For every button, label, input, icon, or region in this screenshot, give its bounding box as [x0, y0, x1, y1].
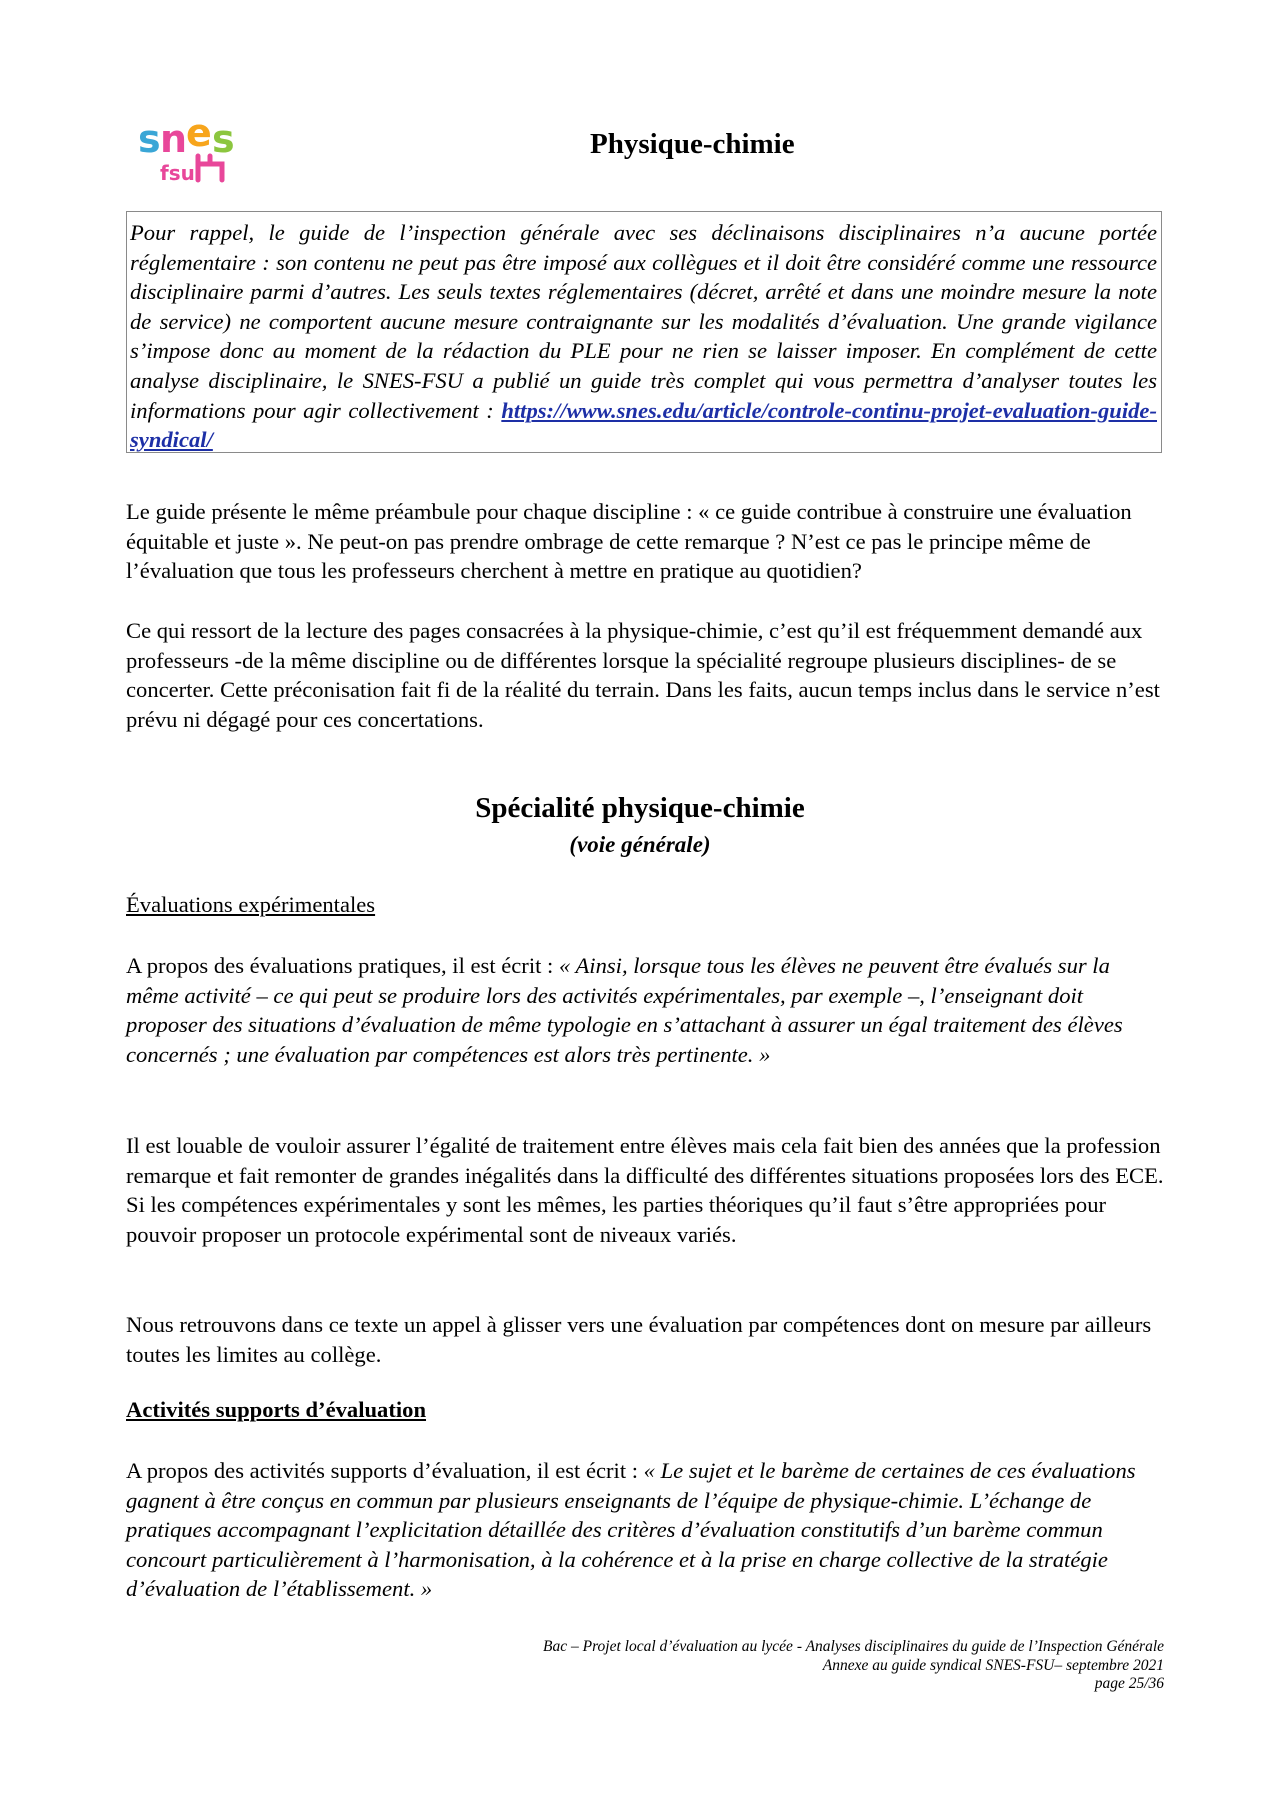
guide-link[interactable]: https://www.snes.edu/article/controle-continu-projet-evaluation-guide-syndical/ — [130, 397, 1157, 453]
svg-text:e: e — [186, 116, 212, 155]
footer-line-1: Bac – Projet local d’évaluation au lycée - Analyses disciplinaires du guide de l’Inspection Générale — [543, 1638, 1164, 1655]
experimental-quote: « Ainsi, lorsque tous les élèves ne peuvent être évalués sur la même activité – ce qui peut se produire lors des activités expérimentales, par exemple –, l’enseignant doit proposer des situations d’évaluation de même typologie en s’attachant à assurer un égal traitement des élèves concernés ; une évaluation par compétences est alors très pertinente. » — [126, 953, 1123, 1067]
intro-paragraph-1: Le guide présente le même préambule pour chaque discipline : « ce guide contribue à construire une évaluation équitable et juste ». Ne peut-on pas prendre ombrage de cette remarque ? N’est ce pas le principe même de l’évaluation que tous les professeurs cherchent à mettre en pratique au quotidien? — [126, 499, 1132, 583]
snes-fsu-logo — [138, 116, 258, 184]
supports-heading: Activités supports d’évaluation — [126, 1397, 427, 1422]
supports-quote: « Le sujet et le barème de certaines de ces évaluations gagnent à être conçus en commun par plusieurs enseignants de l’équipe de physique-chimie. L’échange de pratiques accompagnant l’explicitation détaillée des critères d’évaluation constitutifs d’un barème commun concourt particulièrement à l’harmonisation, à la cohérence et à la prise en charge collective de la stratégie d’évaluation de l’établissement. » — [126, 1458, 1136, 1601]
experimental-lead: A propos des évaluations pratiques, il est écrit : — [126, 953, 559, 978]
svg-text:s: s — [212, 117, 235, 161]
section-title: Spécialité physique-chimie — [475, 792, 805, 824]
supports-paragraph-1 — [126, 1456, 1166, 1604]
page-title: Physique-chimie — [590, 128, 795, 160]
experimental-paragraph-3: Nous retrouvons dans ce texte un appel à glisser vers une évaluation par compétences dont on mesure par ailleurs toutes les limites au collège. — [126, 1312, 1152, 1367]
section-subtitle: (voie générale) — [569, 832, 711, 857]
footer-page-number: page 25/36 — [1094, 1675, 1164, 1692]
footer-line-2: Annexe au guide syndical SNES-FSU– septembre 2021 — [822, 1656, 1164, 1674]
reminder-text: Pour rappel, le guide de l’inspection générale avec ses déclinaisons disciplinaires n’a aucune portée réglementaire : son contenu ne peut pas être imposé aux collègues et il doit être considéré comme une ressource disciplinaire parmi d’autres. Les seuls textes réglementaires (décret, arrêté et dans une moindre mesure la note de service) ne comportent aucune mesure contraignante sur les modalités d’évaluation. Une grande vigilance s’impose donc au moment de la rédaction du PLE pour ne rien se laisser imposer. En complément de cette analyse disciplinaire, le SNES-FSU a publié un guide très complet qui vous permettra d’analyser toutes les informations pour agir collectivement : — [130, 220, 1157, 423]
reminder-box — [126, 211, 1162, 453]
experimental-paragraph-2: Il est louable de vouloir assurer l’égalité de traitement entre élèves mais cela fait bien des années que la profession remarque et fait remonter de grandes inégalités dans la difficulté des différentes situations proposées lors des ECE. Si les compétences expérimentales y sont les mêmes, les parties théoriques qu’il faut s’être appropriées pour pouvoir proposer un protocole expérimental sont de niveaux variés. — [126, 1133, 1164, 1247]
svg-text:n: n — [160, 117, 188, 161]
experimental-heading: Évaluations expérimentales — [126, 892, 376, 917]
supports-lead: A propos des activités supports d’évaluation, il est écrit : — [126, 1458, 644, 1483]
experimental-paragraph-1 — [126, 951, 1166, 1069]
svg-text:fsu: fsu — [160, 161, 195, 184]
page-footer — [264, 1638, 1164, 1694]
svg-text:s: s — [138, 117, 161, 161]
intro-paragraph-2: Ce qui ressort de la lecture des pages consacrées à la physique-chimie, c’est qu’il est fréquemment demandé aux professeurs -de la même discipline ou de différentes lorsque la spécialité regroupe plusieurs disciplines- de se concerter. Cette préconisation fait fi de la réalité du terrain. Dans les faits, aucun temps inclus dans le service n’est prévu ni dégagé pour ces concertations. — [126, 618, 1160, 732]
